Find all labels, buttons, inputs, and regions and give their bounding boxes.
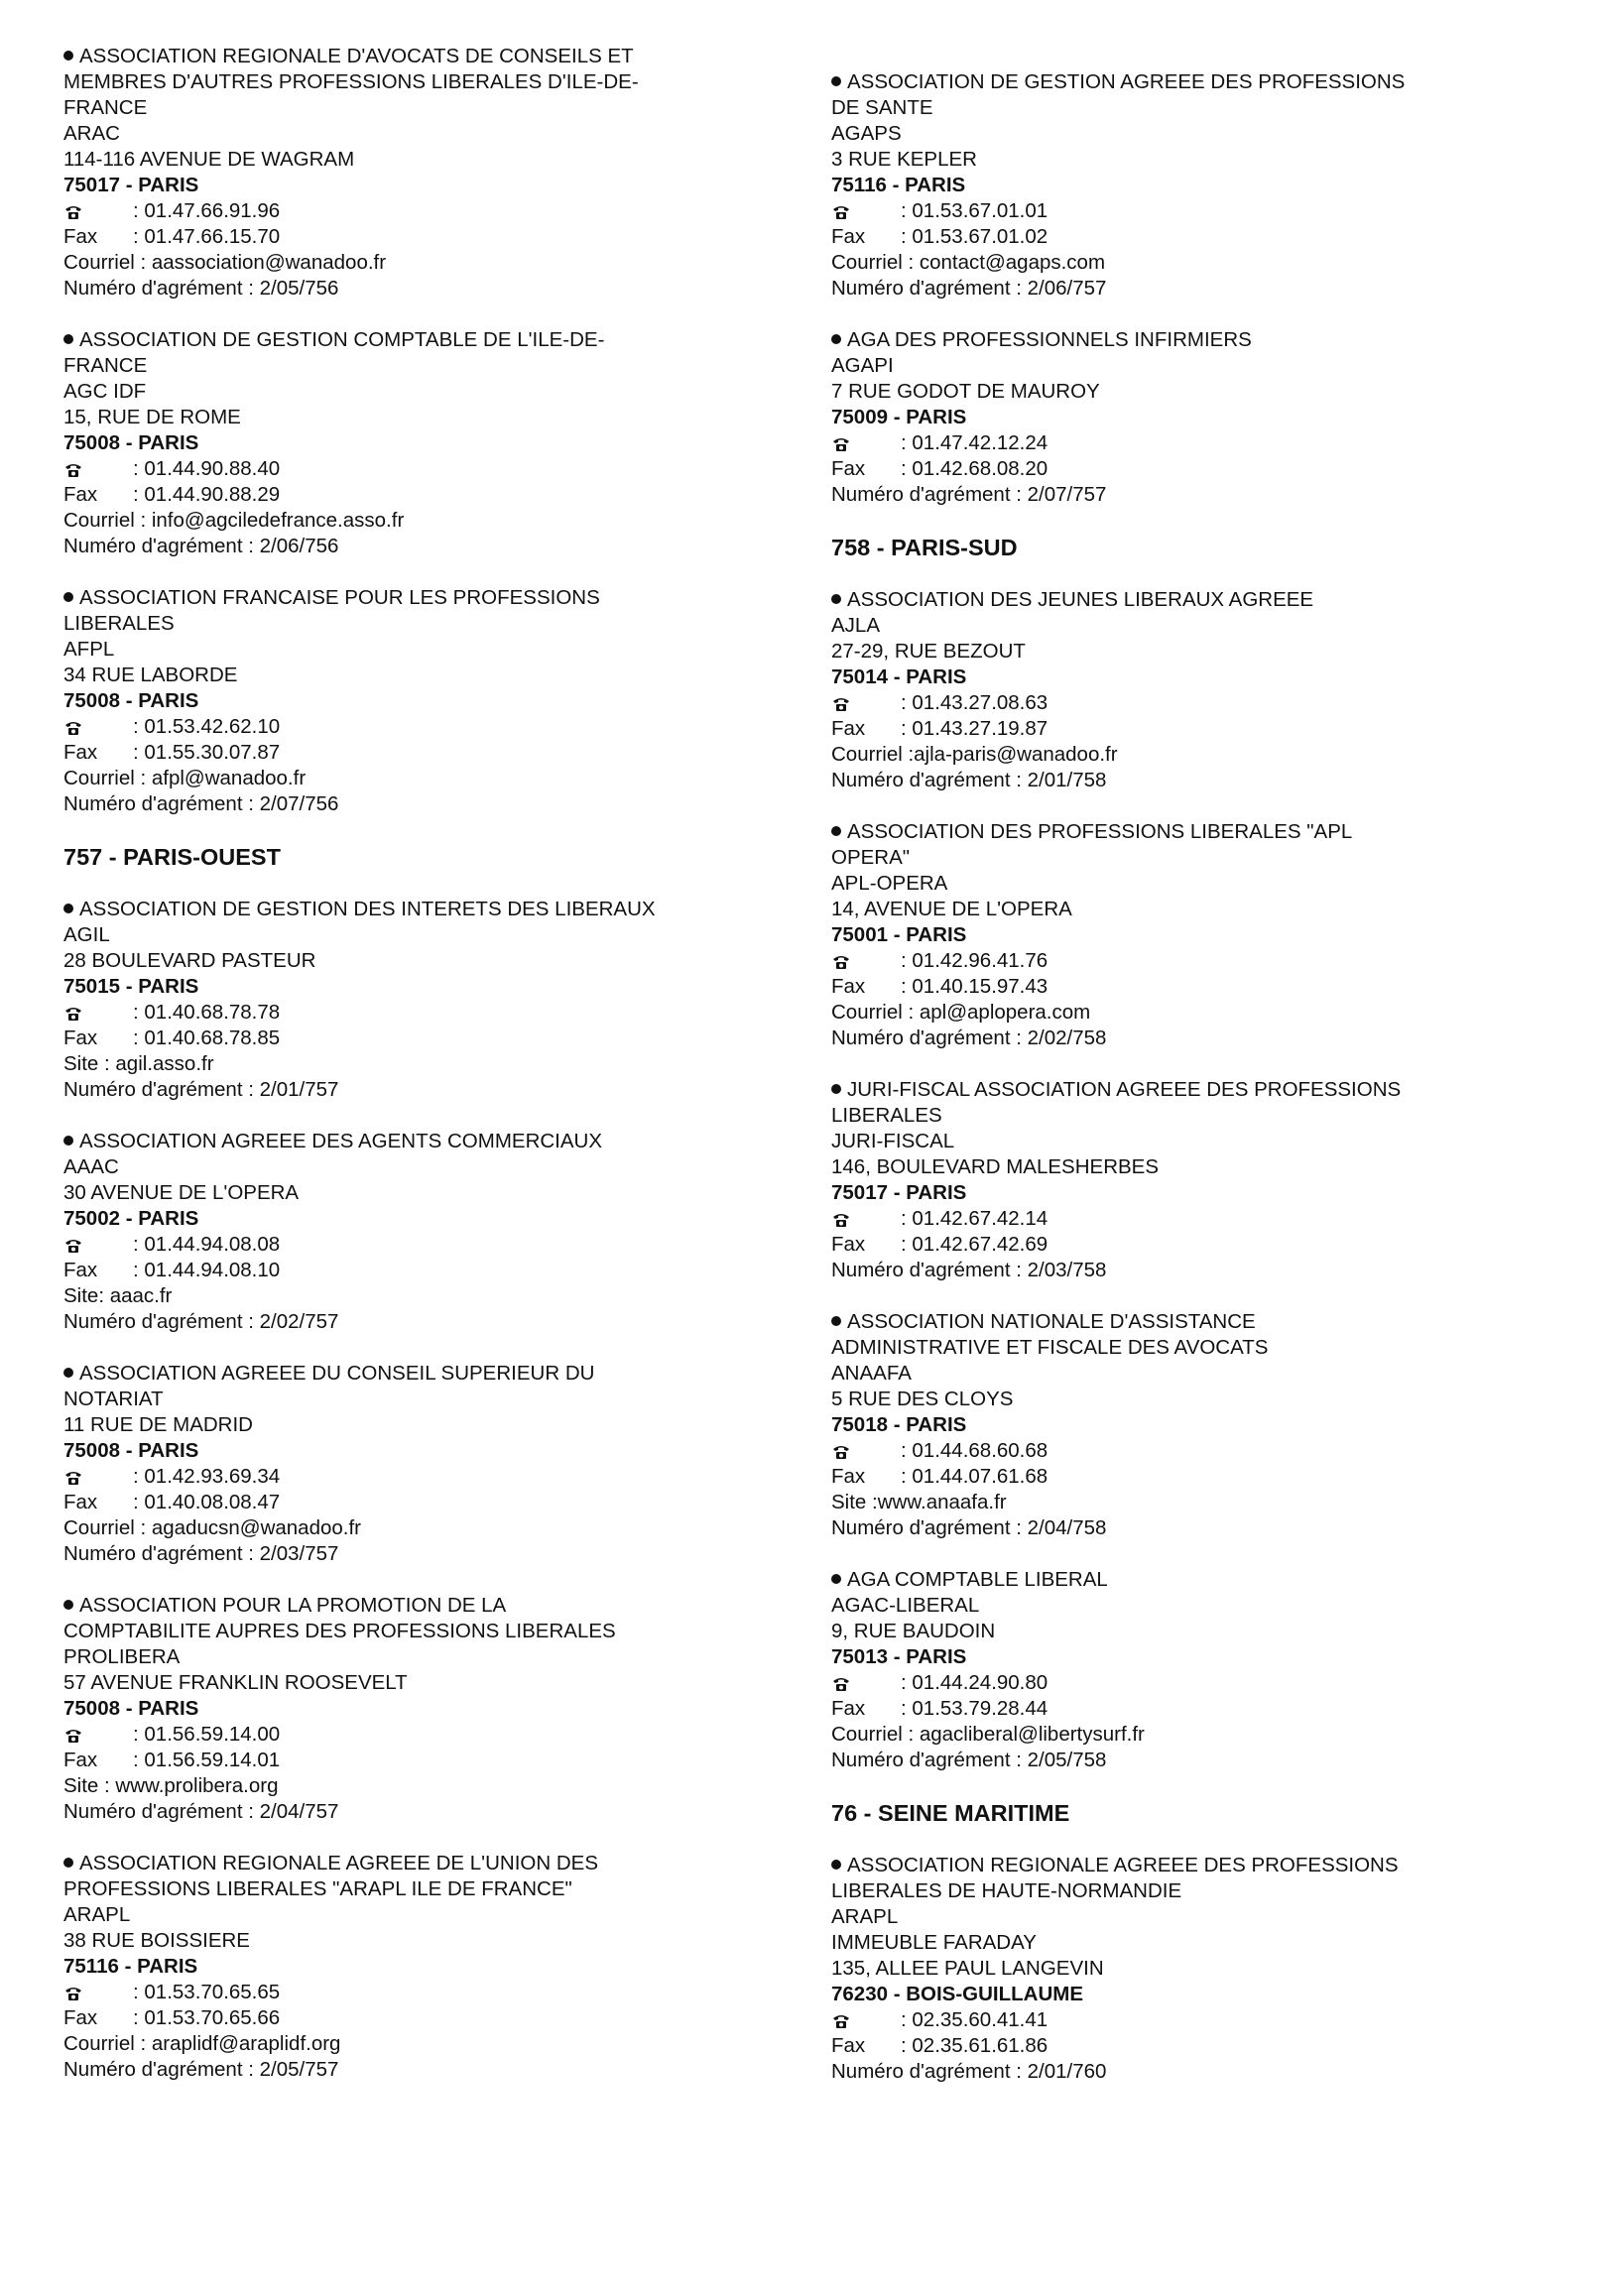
entry-agrement: Numéro d'agrément : 2/07/757 [831,483,1107,506]
entry-name-text: LIBERALES DE HAUTE-NORMANDIE [831,1879,1182,1902]
fax-number: : 01.43.27.19.87 [901,717,1048,740]
entry-phone [63,1980,758,2005]
entry-phone [831,1206,1526,1232]
entry-name-line [831,1077,1526,1103]
entry-city: 75015 - PARIS [63,975,199,998]
entry-agrement: Numéro d'agrément : 2/04/758 [831,1516,1107,1539]
phone-icon [831,1670,901,1696]
entry-name-text: FRANCE [63,354,148,377]
entry-name-line [63,327,758,353]
entry-phone [63,456,758,482]
entry-city: 75001 - PARIS [831,923,967,946]
entry-city: 75116 - PARIS [63,1955,198,1978]
entry-agrement: Numéro d'agrément : 2/04/757 [63,1800,339,1823]
fax-number: : 01.40.15.97.43 [901,975,1048,998]
entry-agrement: Numéro d'agrément : 2/03/757 [63,1542,339,1565]
fax-number: : 01.40.08.08.47 [133,1491,281,1513]
section-header: 758 - PARIS-SUD [831,535,1018,560]
entry-address: 15, RUE DE ROME [63,406,241,428]
entry-name-text: PROFESSIONS LIBERALES "ARAPL ILE DE FRANCE" [63,1877,572,1900]
fax-number: : 01.56.59.14.01 [133,1749,281,1771]
entry-agrement: Numéro d'agrément : 2/01/760 [831,2060,1107,2083]
entry-name-text: ADMINISTRATIVE ET FISCALE DES AVOCATS [831,1336,1269,1359]
entry-name-line [831,1335,1526,1361]
phone-number: : 01.53.67.01.01 [901,199,1048,222]
entry-city: 75008 - PARIS [63,1697,199,1720]
entry-abbreviation: ARAPL [831,1905,899,1928]
phone-icon [831,198,901,224]
entry-contact: Courriel :ajla-paris@wanadoo.fr [831,743,1118,766]
phone-number: : 01.42.93.69.34 [133,1465,281,1488]
right-column [831,69,1526,2111]
fax-label: Fax [831,457,866,480]
bullet-icon [63,51,73,60]
entry-address: 57 AVENUE FRANKLIN ROOSEVELT [63,1671,408,1694]
phone-number: : 01.44.24.90.80 [901,1671,1048,1694]
fax-number: : 01.42.68.08.20 [901,457,1048,480]
entry-agrement: Numéro d'agrément : 2/05/756 [63,277,339,300]
phone-number: : 01.53.70.65.65 [133,1981,281,2003]
entry-address: 11 RUE DE MADRID [63,1413,253,1436]
entry-address: 9, RUE BAUDOIN [831,1620,996,1642]
bullet-icon [63,904,73,913]
phone-icon [831,430,901,456]
entry-contact: Site :www.anaafa.fr [831,1491,1007,1513]
phone-number: : 01.44.94.08.08 [133,1233,281,1256]
section-header: 757 - PARIS-OUEST [63,844,281,870]
entry-name-line [831,587,1526,613]
phone-icon [831,948,901,974]
bullet-icon [831,334,841,344]
entry-fax [63,1258,758,1283]
entry-address: 135, ALLEE PAUL LANGEVIN [831,1957,1104,1980]
entry-phone [831,948,1526,974]
entry-address: 5 RUE DES CLOYS [831,1388,1014,1410]
entry-name-line [63,1387,758,1412]
entry-name-text: ASSOCIATION DE GESTION AGREEE DES PROFESSIONS [847,70,1406,93]
entry-address: 3 RUE KEPLER [831,148,977,171]
phone-number: : 01.43.27.08.63 [901,691,1048,714]
entry-fax [831,1696,1526,1722]
fax-number: : 01.42.67.42.69 [901,1233,1048,1256]
entry-name-line [63,1876,758,1902]
phone-number: : 02.35.60.41.41 [901,2008,1048,2031]
entry-name-text: JURI-FISCAL ASSOCIATION AGREEE DES PROFESSIONS [847,1078,1402,1101]
directory-entry [831,587,1526,793]
fax-label: Fax [63,741,98,764]
fax-label: Fax [63,1259,98,1281]
phone-number: : 01.42.96.41.76 [901,949,1048,972]
entry-name-text: ASSOCIATION FRANCAISE POUR LES PROFESSIONS [79,586,600,609]
entry-agrement: Numéro d'agrément : 2/05/758 [831,1749,1107,1771]
phone-icon [63,1980,133,2005]
entry-contact: Courriel : araplidf@araplidf.org [63,2032,341,2055]
entry-address: IMMEUBLE FARADAY [831,1931,1037,1954]
entry-abbreviation: AFPL [63,638,115,661]
entry-name-line [63,1593,758,1619]
entry-name-line [831,69,1526,95]
entry-agrement: Numéro d'agrément : 2/02/757 [63,1310,339,1333]
fax-number: : 01.44.90.88.29 [133,483,281,506]
entry-fax [831,1232,1526,1258]
entry-name-line [63,95,758,121]
entry-fax [63,740,758,766]
entry-city: 75116 - PARIS [831,174,966,196]
bullet-icon [63,1600,73,1610]
entry-contact: Courriel : afpl@wanadoo.fr [63,767,307,789]
phone-icon [63,714,133,740]
fax-label: Fax [63,1491,98,1513]
entry-phone [63,1232,758,1258]
entry-name-line [63,1361,758,1387]
phone-number: : 01.44.90.88.40 [133,457,281,480]
entry-address: 30 AVENUE DE L'OPERA [63,1181,300,1204]
phone-number: : 01.53.42.62.10 [133,715,281,738]
entry-fax [63,1026,758,1051]
fax-number: : 02.35.61.61.86 [901,2034,1048,2057]
entry-fax [63,224,758,250]
entry-name-text: ASSOCIATION DE GESTION DES INTERETS DES LIBERAUX [79,898,656,920]
fax-label: Fax [63,1749,98,1771]
entry-name-text: ASSOCIATION AGREEE DES AGENTS COMMERCIAUX [79,1130,603,1152]
bullet-icon [831,1084,841,1094]
bullet-icon [831,1316,841,1326]
entry-contact: Courriel : apl@aplopera.com [831,1001,1091,1024]
entry-name-line [63,585,758,611]
entry-name-line [63,1619,758,1644]
left-column [63,44,758,2109]
directory-entry [63,1593,758,1825]
entry-phone [63,198,758,224]
directory-entry [831,1309,1526,1541]
entry-name-text: ASSOCIATION NATIONALE D'ASSISTANCE [847,1310,1256,1333]
entry-name-line [831,1567,1526,1593]
entry-city: 75008 - PARIS [63,689,199,712]
entry-name-text: ASSOCIATION REGIONALE AGREEE DES PROFESSIONS [847,1854,1399,1876]
entry-abbreviation: AGAPI [831,354,894,377]
bullet-icon [831,1574,841,1584]
directory-entry [63,585,758,817]
entry-agrement: Numéro d'agrément : 2/07/756 [63,792,339,815]
entry-name-line [831,327,1526,353]
phone-icon [63,456,133,482]
phone-number: : 01.44.68.60.68 [901,1439,1048,1462]
directory-entry [831,69,1526,302]
fax-number: : 01.53.67.01.02 [901,225,1048,248]
fax-number: : 01.53.79.28.44 [901,1697,1048,1720]
entry-fax [831,2033,1526,2059]
entry-contact: Site: aaac.fr [63,1284,173,1307]
entry-city: 75013 - PARIS [831,1645,967,1668]
entry-name-text: ASSOCIATION DES PROFESSIONS LIBERALES "APL [847,820,1353,843]
fax-number: : 01.40.68.78.85 [133,1027,281,1049]
entry-city: 75008 - PARIS [63,1439,199,1462]
entry-contact: Courriel : agaducsn@wanadoo.fr [63,1516,362,1539]
phone-icon [831,1206,901,1232]
fax-label: Fax [831,2034,866,2057]
entry-name-line [831,1878,1526,1904]
fax-number: : 01.44.07.61.68 [901,1465,1048,1488]
phone-number: : 01.47.66.91.96 [133,199,281,222]
entry-fax [831,716,1526,742]
fax-label: Fax [831,1697,866,1720]
entry-abbreviation: AGIL [63,923,110,946]
directory-entry [63,1361,758,1567]
entry-abbreviation: ARAPL [63,1903,131,1926]
entry-name-line [63,1851,758,1876]
entry-name-text: FRANCE [63,96,148,119]
fax-label: Fax [63,1027,98,1049]
entry-name-line [831,95,1526,121]
entry-address: 7 RUE GODOT DE MAUROY [831,380,1100,403]
fax-label: Fax [831,975,866,998]
entry-abbreviation: APL-OPERA [831,872,948,895]
entry-contact: Site : www.prolibera.org [63,1774,279,1797]
entry-name-line [63,897,758,922]
entry-name-text: COMPTABILITE AUPRES DES PROFESSIONS LIBERALES [63,1620,616,1642]
entry-address: 114-116 AVENUE DE WAGRAM [63,148,355,171]
entry-name-text: ASSOCIATION REGIONALE AGREEE DE L'UNION DES [79,1852,598,1874]
entry-name-line [831,845,1526,871]
entry-phone [831,430,1526,456]
entry-contact: Courriel : agacliberal@libertysurf.fr [831,1723,1145,1746]
entry-phone [831,1670,1526,1696]
entry-name-text: LIBERALES [831,1104,942,1127]
entry-city: 75008 - PARIS [63,431,199,454]
entry-name-line [63,611,758,637]
entry-agrement: Numéro d'agrément : 2/02/758 [831,1027,1107,1049]
bullet-icon [831,594,841,604]
entry-phone [831,690,1526,716]
fax-label: Fax [831,1233,866,1256]
entry-name-text: ASSOCIATION REGIONALE D'AVOCATS DE CONSEILS ET [79,45,634,67]
entry-name-text: ASSOCIATION POUR LA PROMOTION DE LA [79,1594,507,1617]
entry-abbreviation: ANAAFA [831,1362,912,1385]
entry-fax [831,224,1526,250]
entry-name-text: AGA DES PROFESSIONNELS INFIRMIERS [847,328,1252,351]
entry-abbreviation: AAAC [63,1155,119,1178]
bullet-icon [831,1860,841,1870]
entry-name-line [831,819,1526,845]
entry-phone [831,198,1526,224]
phone-icon [63,198,133,224]
fax-label: Fax [63,2006,98,2029]
entry-phone [63,1722,758,1748]
entry-name-line [63,1129,758,1154]
fax-label: Fax [831,1465,866,1488]
fax-label: Fax [63,225,98,248]
entry-fax [63,1748,758,1773]
bullet-icon [831,826,841,836]
bullet-icon [63,1858,73,1868]
entry-abbreviation: ARAC [63,122,120,145]
entry-fax [831,456,1526,482]
entry-abbreviation: AJLA [831,614,880,637]
bullet-icon [63,592,73,602]
entry-city: 75002 - PARIS [63,1207,199,1230]
entry-name-text: DE SANTE [831,96,933,119]
entry-fax [831,974,1526,1000]
entry-address: 146, BOULEVARD MALESHERBES [831,1155,1160,1178]
directory-entry [831,327,1526,508]
phone-icon [831,1438,901,1464]
bullet-icon [63,334,73,344]
phone-icon [63,1232,133,1258]
phone-number: : 01.47.42.12.24 [901,431,1048,454]
entry-phone [63,1464,758,1490]
fax-number: : 01.47.66.15.70 [133,225,281,248]
entry-fax [63,1490,758,1515]
entry-name-text: ASSOCIATION DES JEUNES LIBERAUX AGREEE [847,588,1314,611]
entry-abbreviation: JURI-FISCAL [831,1130,955,1152]
entry-agrement: Numéro d'agrément : 2/03/758 [831,1259,1107,1281]
entry-phone [63,714,758,740]
entry-agrement: Numéro d'agrément : 2/05/757 [63,2058,339,2081]
entry-address: 14, AVENUE DE L'OPERA [831,898,1072,920]
entry-name-text: OPERA" [831,846,911,869]
directory-entry [63,1129,758,1335]
entry-address: 34 RUE LABORDE [63,664,238,686]
directory-entry [63,897,758,1103]
directory-entry [831,819,1526,1051]
directory-entry [63,1851,758,2083]
directory-entry [831,1567,1526,1773]
entry-abbreviation: AGAC-LIBERAL [831,1594,980,1617]
entry-city: 75017 - PARIS [63,174,199,196]
entry-city: 75009 - PARIS [831,406,967,428]
phone-icon [63,1464,133,1490]
phone-number: : 01.56.59.14.00 [133,1723,281,1746]
entry-contact: Courriel : contact@agaps.com [831,251,1106,274]
entry-city: 75018 - PARIS [831,1413,967,1436]
entry-name-text: LIBERALES [63,612,175,635]
phone-icon [831,2007,901,2033]
entry-name-text: ASSOCIATION DE GESTION COMPTABLE DE L'ILE-DE- [79,328,605,351]
entry-fax [831,1464,1526,1490]
entry-agrement: Numéro d'agrément : 2/01/757 [63,1078,339,1101]
entry-contact: Courriel : info@agciledefrance.asso.fr [63,509,405,532]
fax-label: Fax [831,225,866,248]
entry-name-line [831,1309,1526,1335]
entry-fax [63,482,758,508]
fax-number: : 01.44.94.08.10 [133,1259,281,1281]
entry-address: 38 RUE BOISSIERE [63,1929,250,1952]
entry-phone [831,1438,1526,1464]
fax-number: : 01.53.70.65.66 [133,2006,281,2029]
entry-contact: Site : agil.asso.fr [63,1052,214,1075]
entry-name-text: ASSOCIATION AGREEE DU CONSEIL SUPERIEUR DU [79,1362,595,1385]
entry-name-text: AGA COMPTABLE LIBERAL [847,1568,1108,1591]
directory-entry [831,1077,1526,1283]
entry-name-text: MEMBRES D'AUTRES PROFESSIONS LIBERALES D'ILE-DE- [63,70,639,93]
entry-fax [63,2005,758,2031]
phone-number: : 01.40.68.78.78 [133,1001,281,1024]
entry-address: 27-29, RUE BEZOUT [831,640,1026,663]
fax-label: Fax [831,717,866,740]
phone-icon [831,690,901,716]
phone-number: : 01.42.67.42.14 [901,1207,1048,1230]
entry-name-line [831,1853,1526,1878]
entry-abbreviation: AGAPS [831,122,902,145]
fax-label: Fax [63,483,98,506]
directory-entry [63,44,758,302]
fax-number: : 01.55.30.07.87 [133,741,281,764]
bullet-icon [63,1368,73,1378]
entry-name-line [831,1103,1526,1129]
entry-city: 76230 - BOIS-GUILLAUME [831,1983,1084,2005]
entry-agrement: Numéro d'agrément : 2/01/758 [831,769,1107,791]
entry-address: 28 BOULEVARD PASTEUR [63,949,316,972]
directory-entry [831,1853,1526,2085]
entry-abbreviation: PROLIBERA [63,1645,181,1668]
entry-name-text: NOTARIAT [63,1388,164,1410]
entry-name-line [63,44,758,69]
entry-name-line [63,69,758,95]
section-header: 76 - SEINE MARITIME [831,1800,1070,1826]
entry-name-line [63,353,758,379]
entry-phone [63,1000,758,1026]
entry-contact: Courriel : aassociation@wanadoo.fr [63,251,387,274]
phone-icon [63,1000,133,1026]
entry-city: 75017 - PARIS [831,1181,967,1204]
entry-city: 75014 - PARIS [831,665,967,688]
entry-abbreviation: AGC IDF [63,380,147,403]
entry-agrement: Numéro d'agrément : 2/06/757 [831,277,1107,300]
phone-icon [63,1722,133,1748]
bullet-icon [831,76,841,86]
entry-phone [831,2007,1526,2033]
bullet-icon [63,1136,73,1146]
entry-agrement: Numéro d'agrément : 2/06/756 [63,535,339,557]
directory-entry [63,327,758,559]
